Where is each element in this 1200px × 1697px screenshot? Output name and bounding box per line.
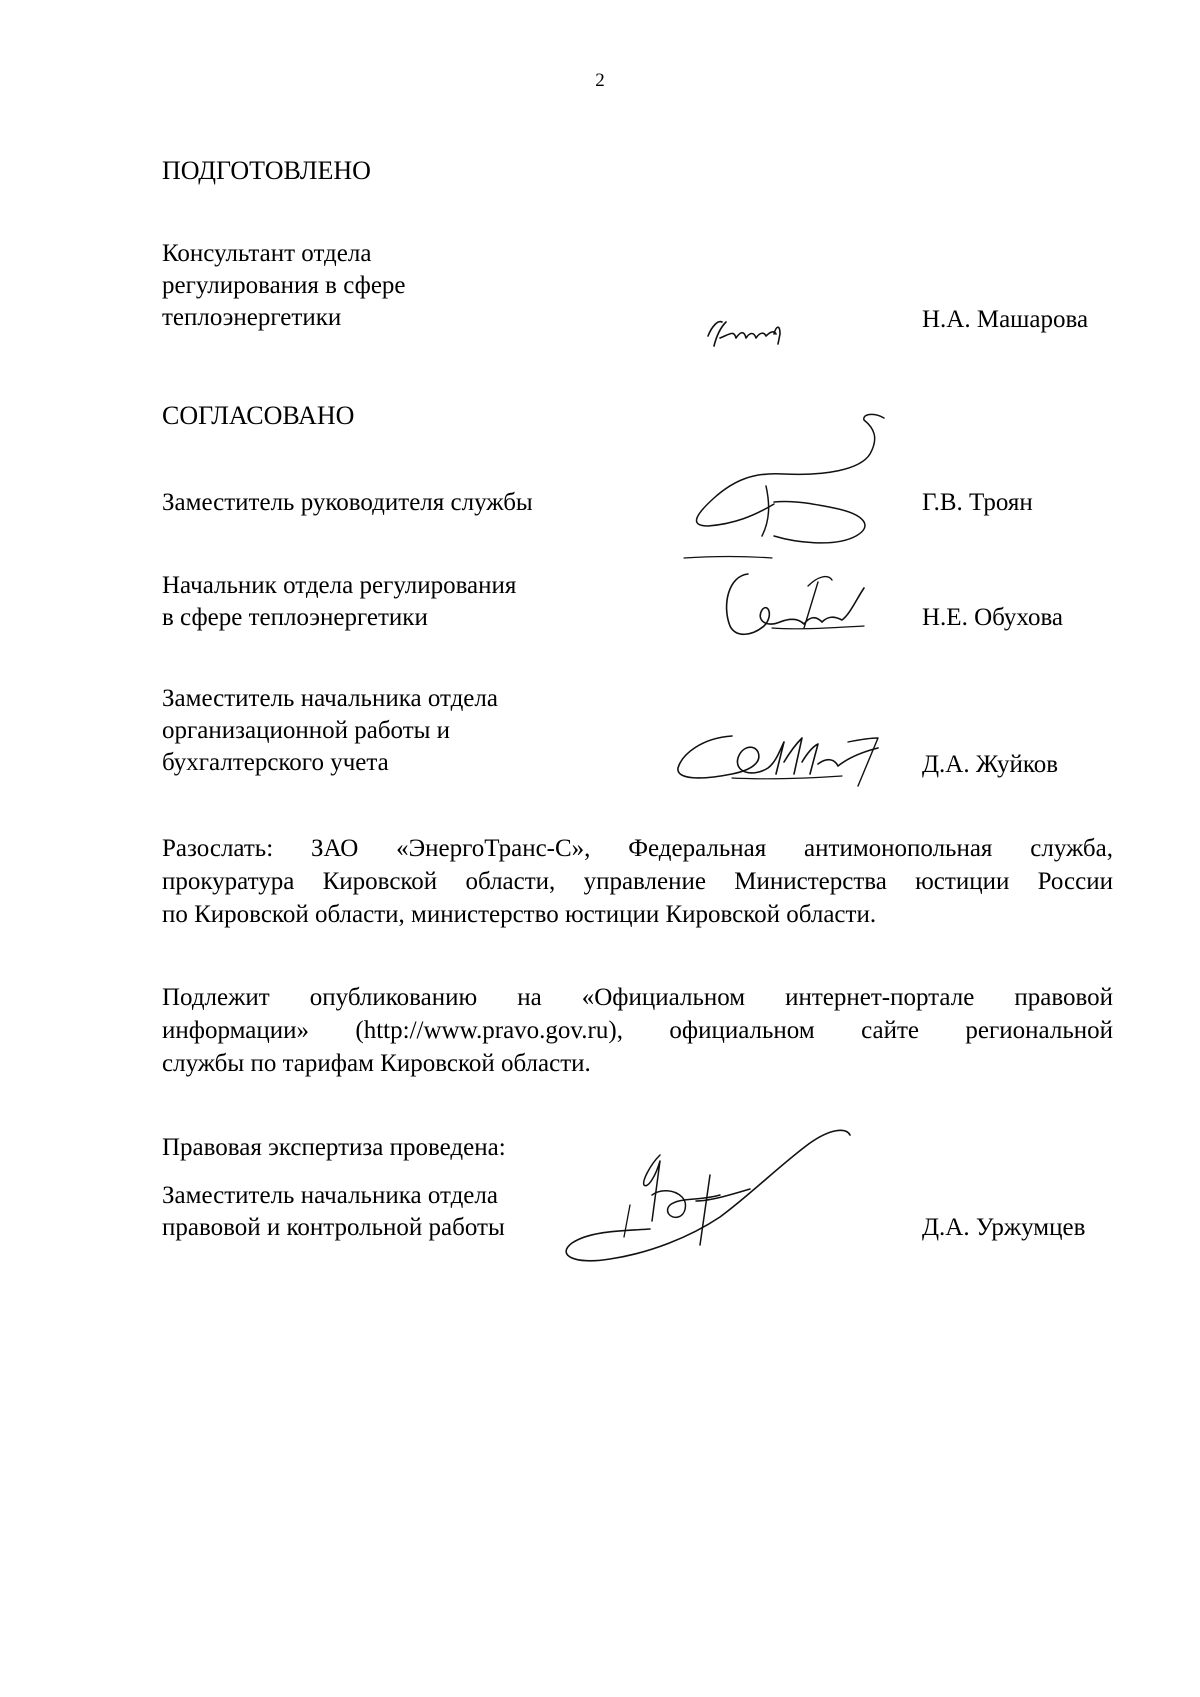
- approved-signer-position-line: Начальник отдела регулирования: [162, 572, 517, 599]
- prepared-position-line: теплоэнергетики: [162, 304, 342, 331]
- legal-review-heading: Правовая экспертиза проведена:: [162, 1134, 506, 1161]
- publication-line: Подлежит опубликованию на «Официальном интернет-портале правовой: [162, 984, 1113, 1011]
- legal-review-signer-name: Д.А. Уржумцев: [922, 1214, 1086, 1241]
- approved-signer-position-line: в сфере теплоэнергетики: [162, 604, 428, 631]
- page-number: 2: [595, 70, 605, 91]
- legal-review-position-line: Заместитель начальника отдела: [162, 1182, 498, 1209]
- publication-line: информации» (http://www.pravo.gov.ru), официальном сайте региональной: [162, 1017, 1113, 1044]
- approved-signer-name: Н.Е. Обухова: [922, 604, 1064, 631]
- signature-troyan: [674, 408, 914, 568]
- approved-signer-position-line: Заместитель руководителя службы: [162, 489, 533, 516]
- approved-signer-position-line: Заместитель начальника отдела: [162, 685, 498, 712]
- distribution-paragraph: [162, 832, 1113, 931]
- prepared-position-line: Консультант отдела: [162, 240, 372, 267]
- prepared-position-line: регулирования в сфере: [162, 272, 406, 299]
- distribution-line: по Кировской области, министерство юстиции Кировской области.: [162, 901, 877, 928]
- distribution-line: Разослать: ЗАО «ЭнергоТранс-С», Федеральная антимонопольная служба,: [162, 835, 1113, 862]
- signature-zhuykov: [672, 722, 892, 792]
- approved-signer-position-line: бухгалтерского учета: [162, 749, 389, 776]
- signature-urzhumtsev: [560, 1125, 860, 1285]
- legal-review-position-line: правовой и контрольной работы: [162, 1214, 505, 1241]
- approved-signer-name: Д.А. Жуйков: [922, 751, 1059, 778]
- signature-masharova: [700, 312, 790, 352]
- approved-signer-name: Г.В. Троян: [922, 489, 1033, 516]
- prepared-heading: ПОДГОТОВЛЕНО: [162, 156, 371, 185]
- approved-signer-position-line: организационной работы и: [162, 717, 451, 744]
- publication-paragraph: [162, 981, 1113, 1080]
- approved-heading: СОГЛАСОВАНО: [162, 401, 355, 430]
- distribution-line: прокуратура Кировской области, управление Министерства юстиции России: [162, 868, 1113, 895]
- publication-line: службы по тарифам Кировской области.: [162, 1050, 591, 1077]
- prepared-signer-name: Н.А. Машарова: [922, 306, 1089, 333]
- signature-obukhova: [718, 566, 878, 646]
